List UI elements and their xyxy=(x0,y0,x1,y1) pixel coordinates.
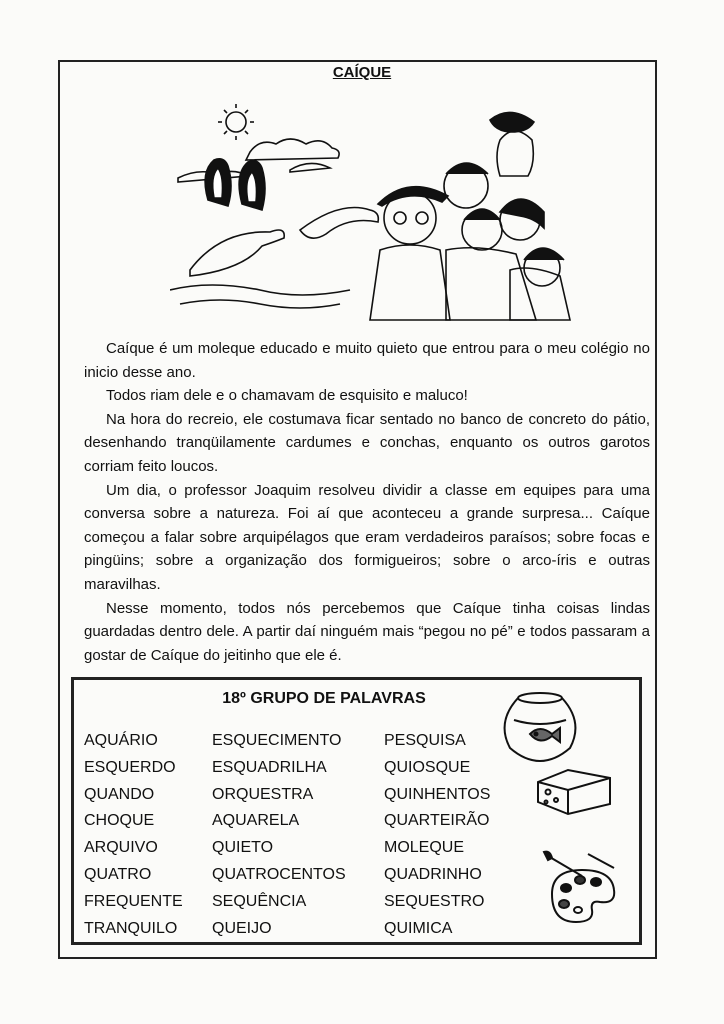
word-item: QUINHENTOS xyxy=(384,785,491,803)
word-group-box xyxy=(71,677,642,945)
dolphin-icon xyxy=(300,208,378,239)
word-item: QUADRINHO xyxy=(384,865,482,883)
word-item: QUATROCENTOS xyxy=(212,865,346,883)
word-item: MOLEQUE xyxy=(384,839,465,857)
word-item: AQUARELA xyxy=(212,812,300,830)
paint-palette-icon xyxy=(542,850,622,926)
word-column-1 xyxy=(84,728,183,942)
word-item: QUANDO xyxy=(84,785,155,803)
story-paragraph: Um dia, o professor Joaquim resolveu dividir a classe em equipes para uma conversa sobre a natureza. Foi aí que aconteceu a grande surpresa... Caíque começou a falar sobre arquipélagos que eram verdadeiros paraísos; sobre focas e pingüins; sobre a organização dos formigueiros; sobre o arco-íris e outras maravilhas. xyxy=(84,481,650,593)
word-item: QUIOSQUE xyxy=(384,758,471,776)
children-group-icon xyxy=(370,112,570,320)
penguin-icon xyxy=(205,159,231,206)
story-title: CAÍQUE xyxy=(332,64,392,81)
word-item: SEQUESTRO xyxy=(384,892,485,910)
aquarium-children-illustration xyxy=(170,100,582,325)
word-item: PESQUISA xyxy=(384,732,466,749)
word-item: AQUÁRIO xyxy=(84,732,158,749)
word-item: ESQUERDO xyxy=(84,758,176,776)
word-item: ESQUECIMENTO xyxy=(212,732,342,749)
word-item: SEQUÊNCIA xyxy=(212,892,307,910)
word-item: QUARTEIRÃO xyxy=(384,812,490,830)
word-group-title: 18º GRUPO DE PALAVRAS xyxy=(222,690,426,707)
word-item: ARQUIVO xyxy=(84,839,158,857)
story-paragraph: Na hora do recreio, ele costumava ficar sentado no banco de concreto do pátio, desenhando tranqüilamente cardumes e conchas, enquanto os outros garotos corriam feito loucos. xyxy=(84,410,650,475)
word-item: ORQUESTRA xyxy=(212,785,314,803)
word-item: CHOQUE xyxy=(84,812,155,830)
word-item: QUEIJO xyxy=(212,919,272,937)
penguin-icon xyxy=(239,161,265,210)
word-item: FREQUENTE xyxy=(84,892,183,910)
story-text xyxy=(84,337,650,667)
sun-icon xyxy=(218,104,254,140)
seal-icon xyxy=(190,230,284,276)
story-paragraph: Caíque é um moleque educado e muito quieto que entrou para o meu colégio no inicio desse ano. xyxy=(84,340,650,381)
word-item: TRANQUILO xyxy=(84,919,178,937)
fishbowl-icon xyxy=(500,690,580,766)
word-item: ESQUADRILHA xyxy=(212,758,327,776)
story-paragraph: Todos riam dele e o chamavam de esquisito e maluco! xyxy=(106,387,468,405)
word-column-2 xyxy=(212,728,346,942)
word-column-3 xyxy=(384,728,490,942)
cheese-icon xyxy=(534,766,614,816)
word-item: QUIETO xyxy=(212,839,274,857)
word-item: QUIMICA xyxy=(384,919,453,937)
story-paragraph: Nesse momento, todos nós percebemos que Caíque tinha coisas lindas guardadas dentro dele. A partir daí ninguém mais “pegou no pé” e todos passaram a gostar de Caíque do jeitinho que ele é. xyxy=(84,599,650,664)
word-item: QUATRO xyxy=(84,865,152,883)
